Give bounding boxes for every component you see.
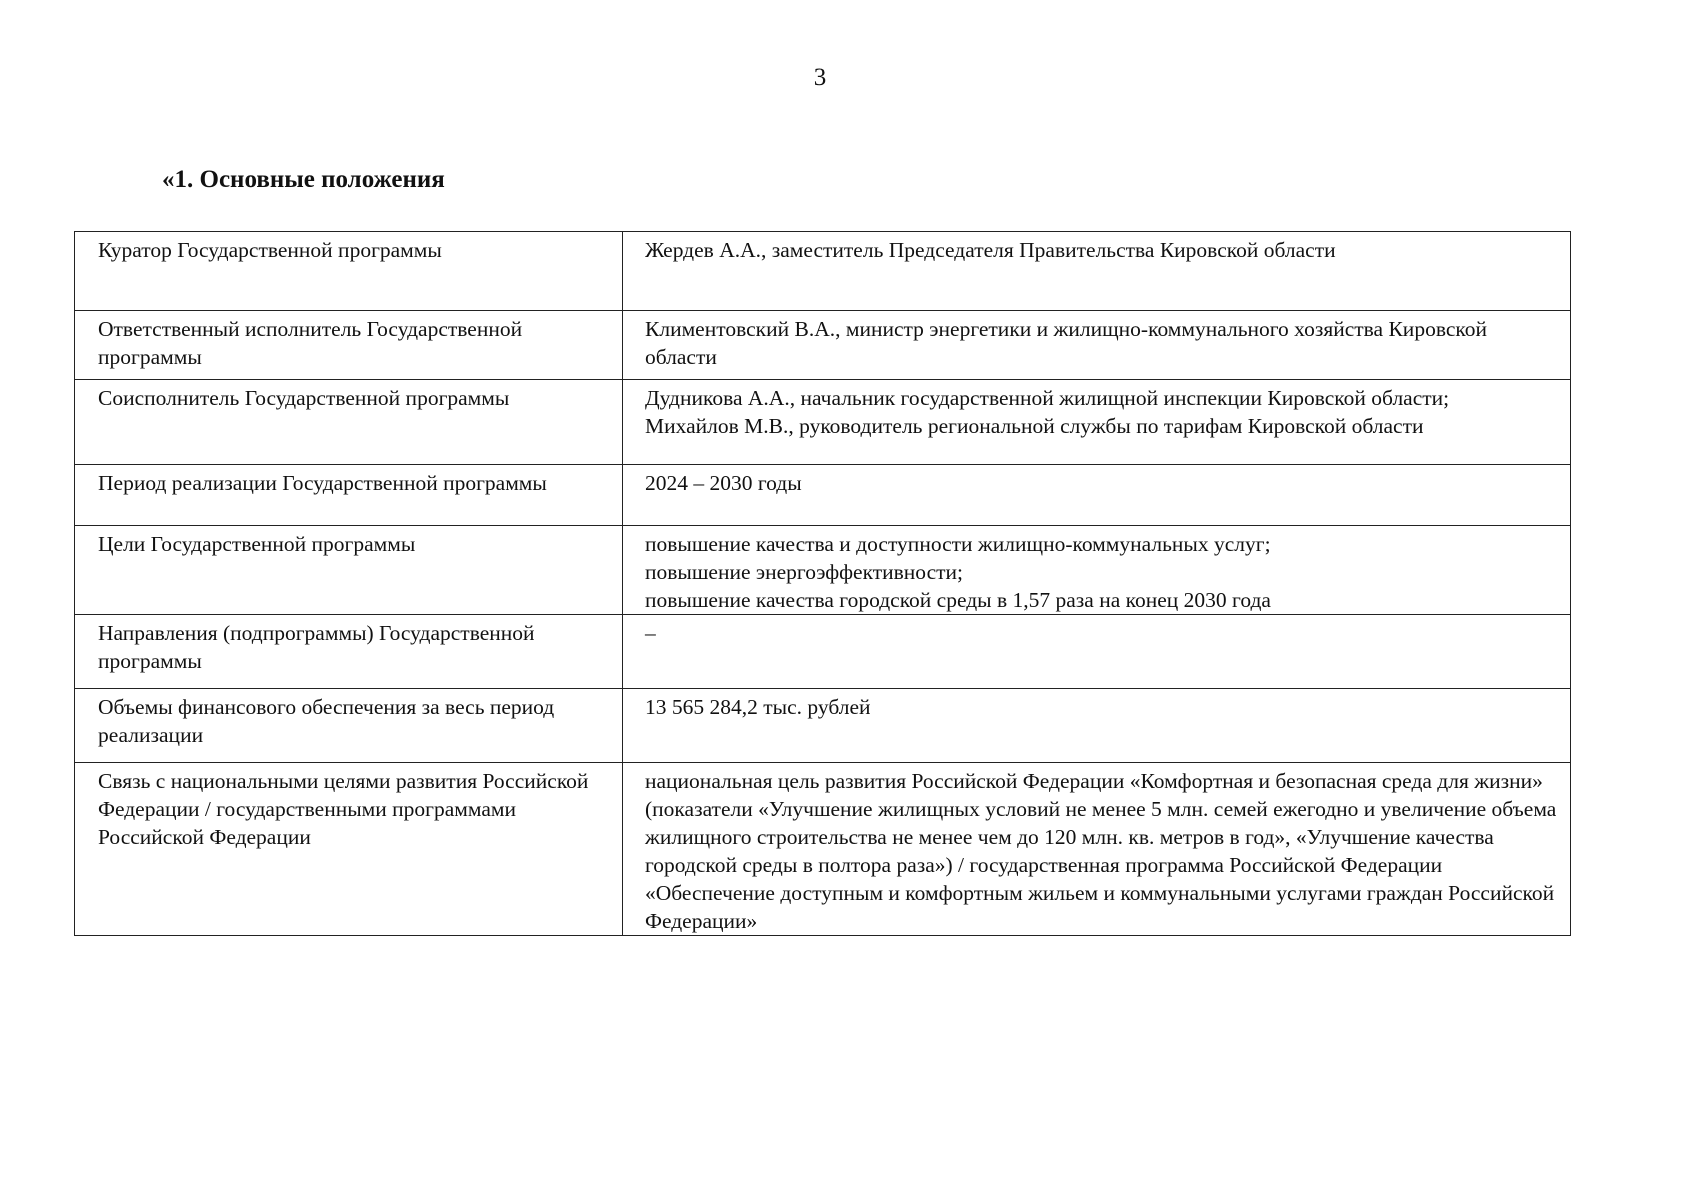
row-label: Период реализации Государственной программы — [75, 465, 623, 526]
table-row-co-executor — [75, 380, 1571, 465]
table-row-responsible-executor — [75, 311, 1571, 380]
value-line: повышение качества и доступности жилищно-коммунальных услуг; — [645, 532, 1271, 556]
table-row-goals — [75, 526, 1571, 615]
table-row-curator — [75, 232, 1571, 311]
page-number: 3 — [813, 64, 827, 91]
table-row-directions — [75, 615, 1571, 689]
table-row-national-goals — [75, 763, 1571, 936]
row-value — [623, 763, 1571, 936]
value-line: Жердев А.А., заместитель Председателя Правительства Кировской области — [645, 238, 1336, 262]
row-value — [623, 615, 1571, 689]
value-line: – — [645, 621, 656, 645]
row-label: Куратор Государственной программы — [75, 232, 623, 311]
value-line: повышение энергоэффективности; — [645, 560, 964, 584]
row-value — [623, 232, 1571, 311]
row-label: Цели Государственной программы — [75, 526, 623, 615]
value-line: Дудникова А.А., начальник государственной жилищной инспекции Кировской области; — [645, 386, 1450, 410]
row-label: Соисполнитель Государственной программы — [75, 380, 623, 465]
row-label: Направления (подпрограммы) Государственной программы — [75, 615, 623, 689]
row-label: Связь с национальными целями развития Российской Федерации / государственными программами Российской Федерации — [75, 763, 623, 936]
row-value — [623, 311, 1571, 380]
table-row-financing — [75, 689, 1571, 763]
section-title: «1. Основные положения — [162, 166, 445, 193]
row-value — [623, 465, 1571, 526]
value-line: 2024 – 2030 годы — [645, 471, 802, 495]
value-line: Климентовский В.А., министр энергетики и жилищно-коммунального хозяйства Кировской области — [645, 317, 1487, 369]
row-value — [623, 526, 1571, 615]
row-value — [623, 380, 1571, 465]
row-label: Ответственный исполнитель Государственной программы — [75, 311, 623, 380]
value-line: Михайлов М.В., руководитель региональной службы по тарифам Кировской области — [645, 414, 1424, 438]
value-line: 13 565 284,2 тыс. рублей — [645, 695, 871, 719]
program-summary-table — [74, 231, 1571, 936]
table-row-period — [75, 465, 1571, 526]
row-value — [623, 689, 1571, 763]
row-label: Объемы финансового обеспечения за весь период реализации — [75, 689, 623, 763]
value-line: национальная цель развития Российской Федерации «Комфортная и безопасная среда для жизни» (показатели «Улучшение жилищных условий не менее 5 млн. семей ежегодно и увеличение объема жилищного строительства не менее чем до 120 млн. кв. метров в год», «Улучшение качества городской среды в полтора раза») / государственная программа Российской Федерации «Обеспечение доступным и комфортным жильем и коммунальными услугами граждан Российской Федерации» — [645, 769, 1557, 933]
value-line: повышение качества городской среды в 1,57 раза на конец 2030 года — [645, 588, 1271, 612]
